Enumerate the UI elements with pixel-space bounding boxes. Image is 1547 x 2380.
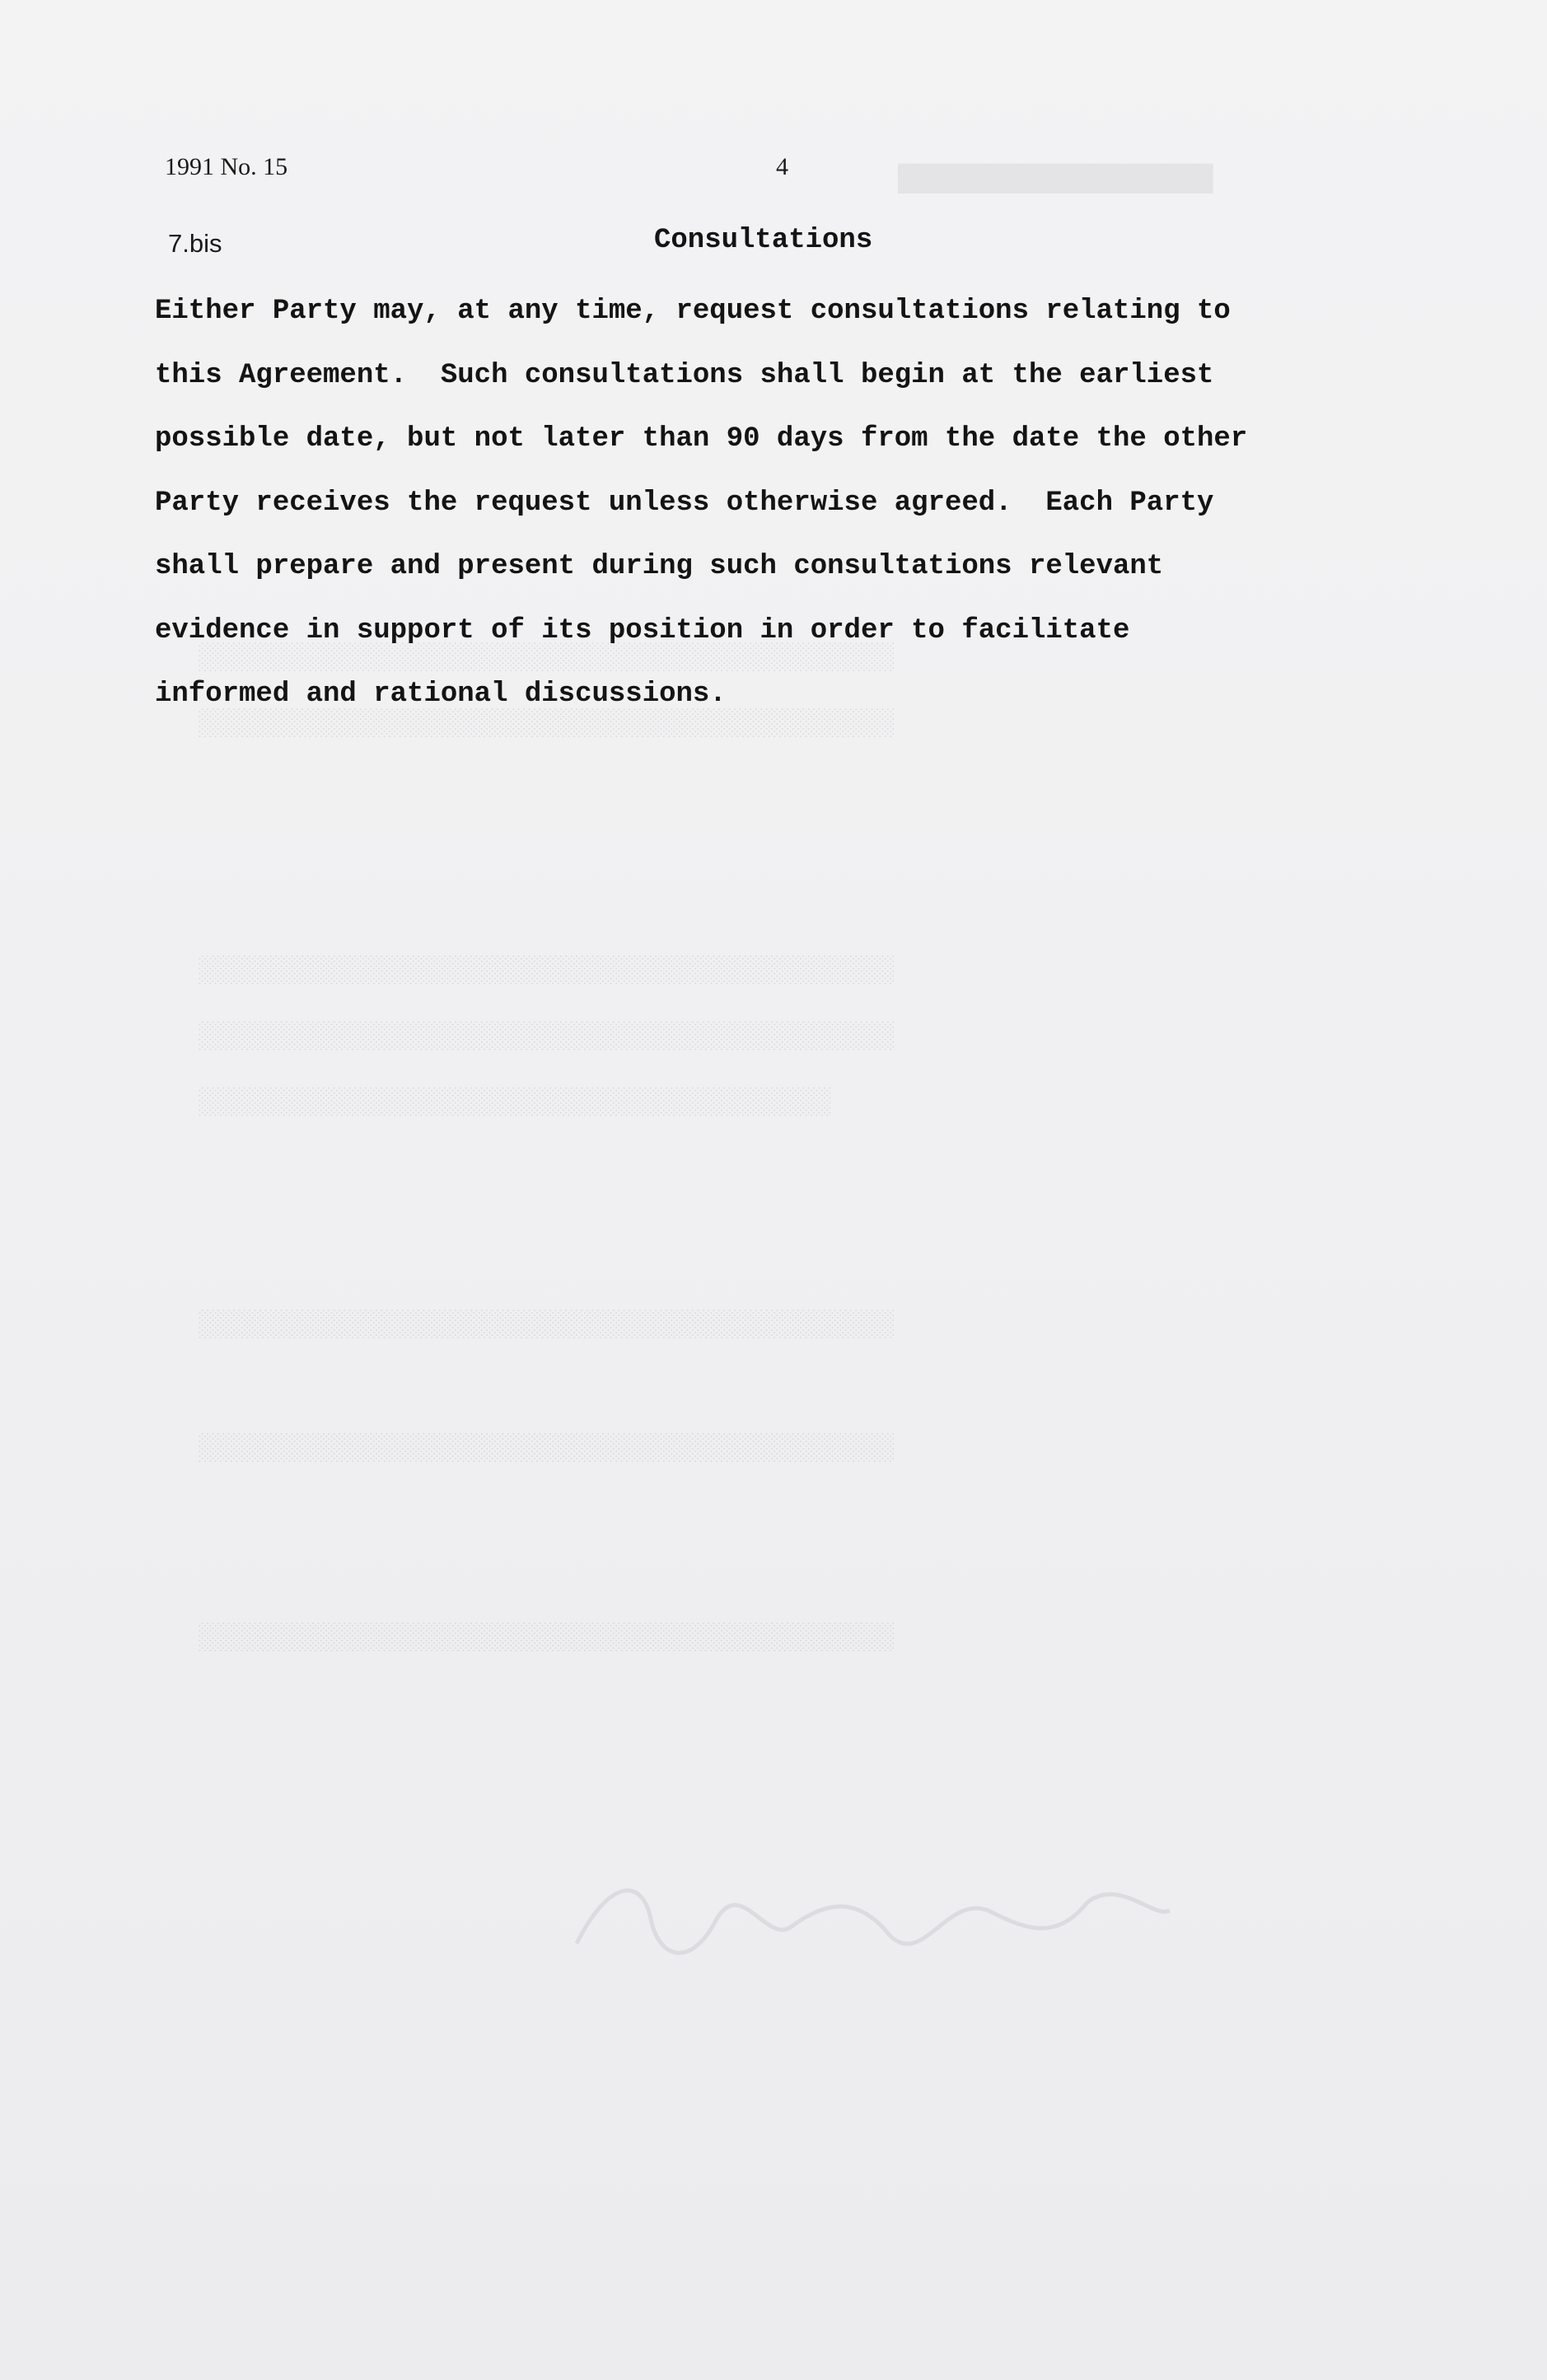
body-line: shall prepare and present during such consultations relevant bbox=[155, 551, 1164, 582]
body-line: informed and rational discussions. bbox=[155, 679, 727, 710]
document-reference: 1991 No. 15 bbox=[165, 153, 288, 180]
body-line: evidence in support of its position in order to facilitate bbox=[155, 614, 1130, 646]
page-number: 4 bbox=[776, 153, 788, 180]
body-line: this Agreement. Such consultations shall begin at the earliest bbox=[155, 359, 1214, 391]
body-line: possible date, but not later than 90 days from the date the other bbox=[155, 423, 1248, 455]
show-through-background: ██████████████████ ░░░░░░░░░░░░░░░░░░░░░░░░░░░░░░░░░░░░░░░░░░░░ ░░░░░░░░░░░░░░░░░░░░░░░░░░░░░░░░░░░░░░░░░░░░ ░░░░░░░░░░░░░░░░░░░░░░░░░░░░░░░░░░░░░░░░░░░░ ░░░░░░░░░░░░░░░░░░░░░░░░░░░░░░░░░░░░░░░░░░░░ ░░░░░░░░░░░░░░░░░░░░░░░░░░░░░░░░░░░░░░░░ ░░░░░░░░░░░░░░░░░░░░░░░░░░░░░░░░░░░░░░░░░░░░ ░░░░░░░░░░░░░░░░░░░░░░░░░░░░░░░░░░░░░░░░░░░░ ░░░░░░░░░░░░░░░░░░░░░░░░░░░░░░░░░░░░░░░░░░░░ bbox=[0, 0, 1547, 2380]
body-line: Party receives the request unless otherwise agreed. Each Party bbox=[155, 487, 1214, 519]
section-number: 7.bis bbox=[168, 229, 222, 258]
body-line: Either Party may, at any time, request consultations relating to bbox=[155, 296, 1231, 327]
section-title: Consultations bbox=[654, 225, 873, 256]
section-body bbox=[155, 280, 1407, 727]
